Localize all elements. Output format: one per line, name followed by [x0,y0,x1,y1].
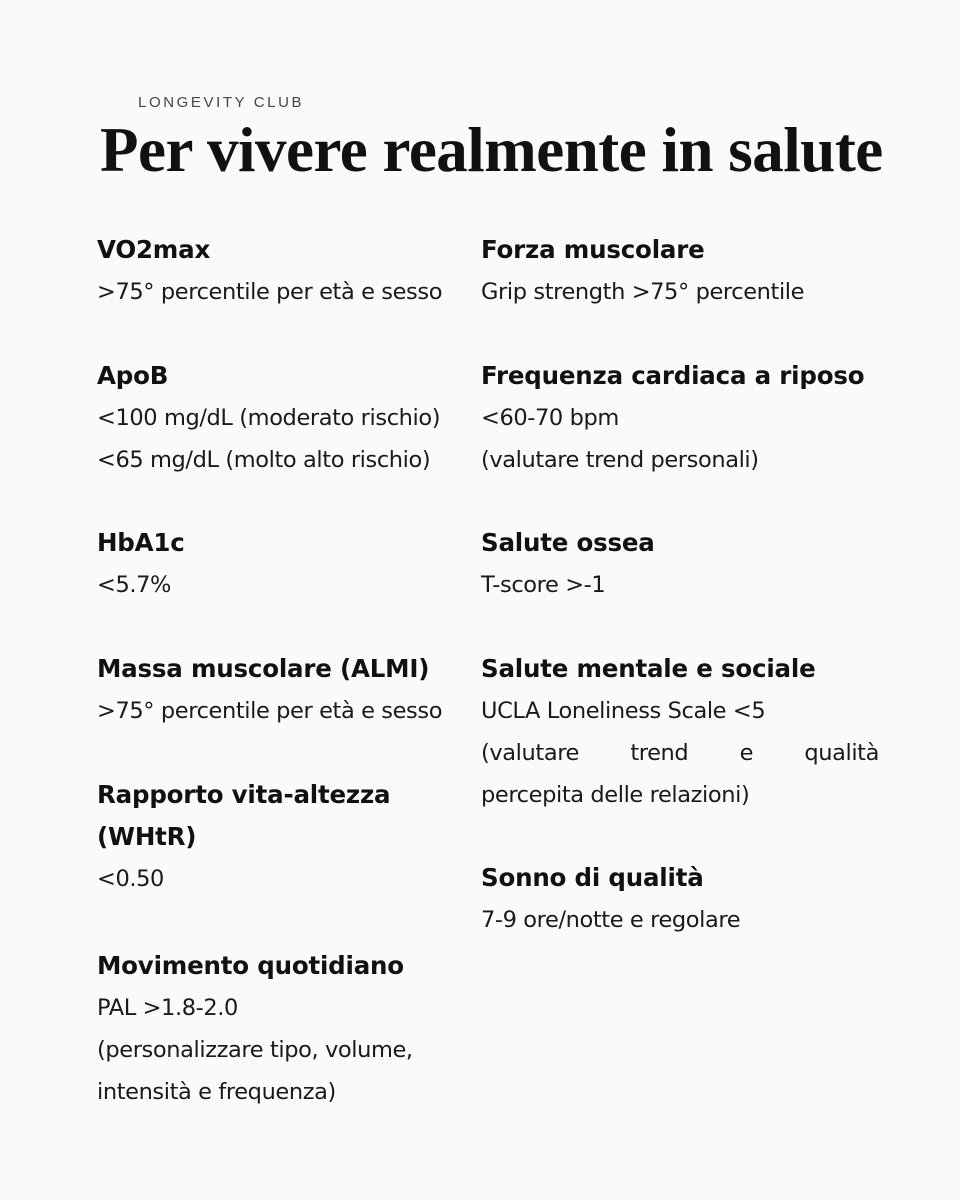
item-value-forza: Grip strength >75° percentile [481,279,805,305]
item-value-mentale-1: UCLA Loneliness Scale <5 [481,698,766,724]
item-value-almi: >75° percentile per età e sesso [97,698,443,724]
item-value-vo2max: >75° percentile per età e sesso [97,279,443,305]
item-title-apob: ApoB [97,361,169,390]
item-title-whtr-line2: (WHtR) [97,822,197,851]
item-title-mentale: Salute mentale e sociale [481,654,816,683]
item-sonno [481,857,879,941]
item-value-movimento-1: PAL >1.8-2.0 [97,995,238,1021]
item-value-ossea: T-score >-1 [481,572,606,598]
item-value-hba1c: <5.7% [97,572,172,598]
brand-eyebrow: LONGEVITY CLUB [138,94,305,111]
item-value-mentale-3: percepita delle relazioni) [481,782,750,808]
item-title-forza: Forza muscolare [481,235,705,264]
item-value-whtr: <0.50 [97,866,164,892]
item-title-vo2max: VO2max [97,235,211,264]
item-almi [97,648,442,732]
item-movimento [97,945,413,1113]
item-frequenza [481,355,879,481]
item-value-frequenza-1: <60-70 bpm [481,405,619,431]
item-value-apob-1: <100 mg/dL (moderato rischio) [97,405,441,431]
item-value-mentale-2: (valutare trend e qualità [481,740,879,766]
item-whtr [97,774,390,900]
item-value-sonno: 7-9 ore/notte e regolare [481,907,741,933]
item-hba1c [97,522,185,606]
item-value-movimento-3: intensità e frequenza) [97,1079,336,1105]
item-title-almi: Massa muscolare (ALMI) [97,654,430,683]
item-value-frequenza-2: (valutare trend personali) [481,447,759,473]
item-ossea [481,522,879,606]
page-title: Per vivere realmente in salute [100,115,883,185]
item-value-movimento-2: (personalizzare tipo, volume, [97,1037,413,1063]
item-vo2max [97,229,442,313]
item-apob [97,355,440,481]
item-title-sonno: Sonno di qualità [481,863,704,892]
item-title-whtr-line1: Rapporto vita-altezza [97,780,391,809]
item-title-ossea: Salute ossea [481,528,655,557]
item-title-movimento: Movimento quotidiano [97,951,404,980]
item-forza [481,229,879,313]
item-value-apob-2: <65 mg/dL (molto alto rischio) [97,447,431,473]
item-title-frequenza: Frequenza cardiaca a riposo [481,361,865,390]
item-title-hba1c: HbA1c [97,528,185,557]
item-mentale [481,648,879,816]
